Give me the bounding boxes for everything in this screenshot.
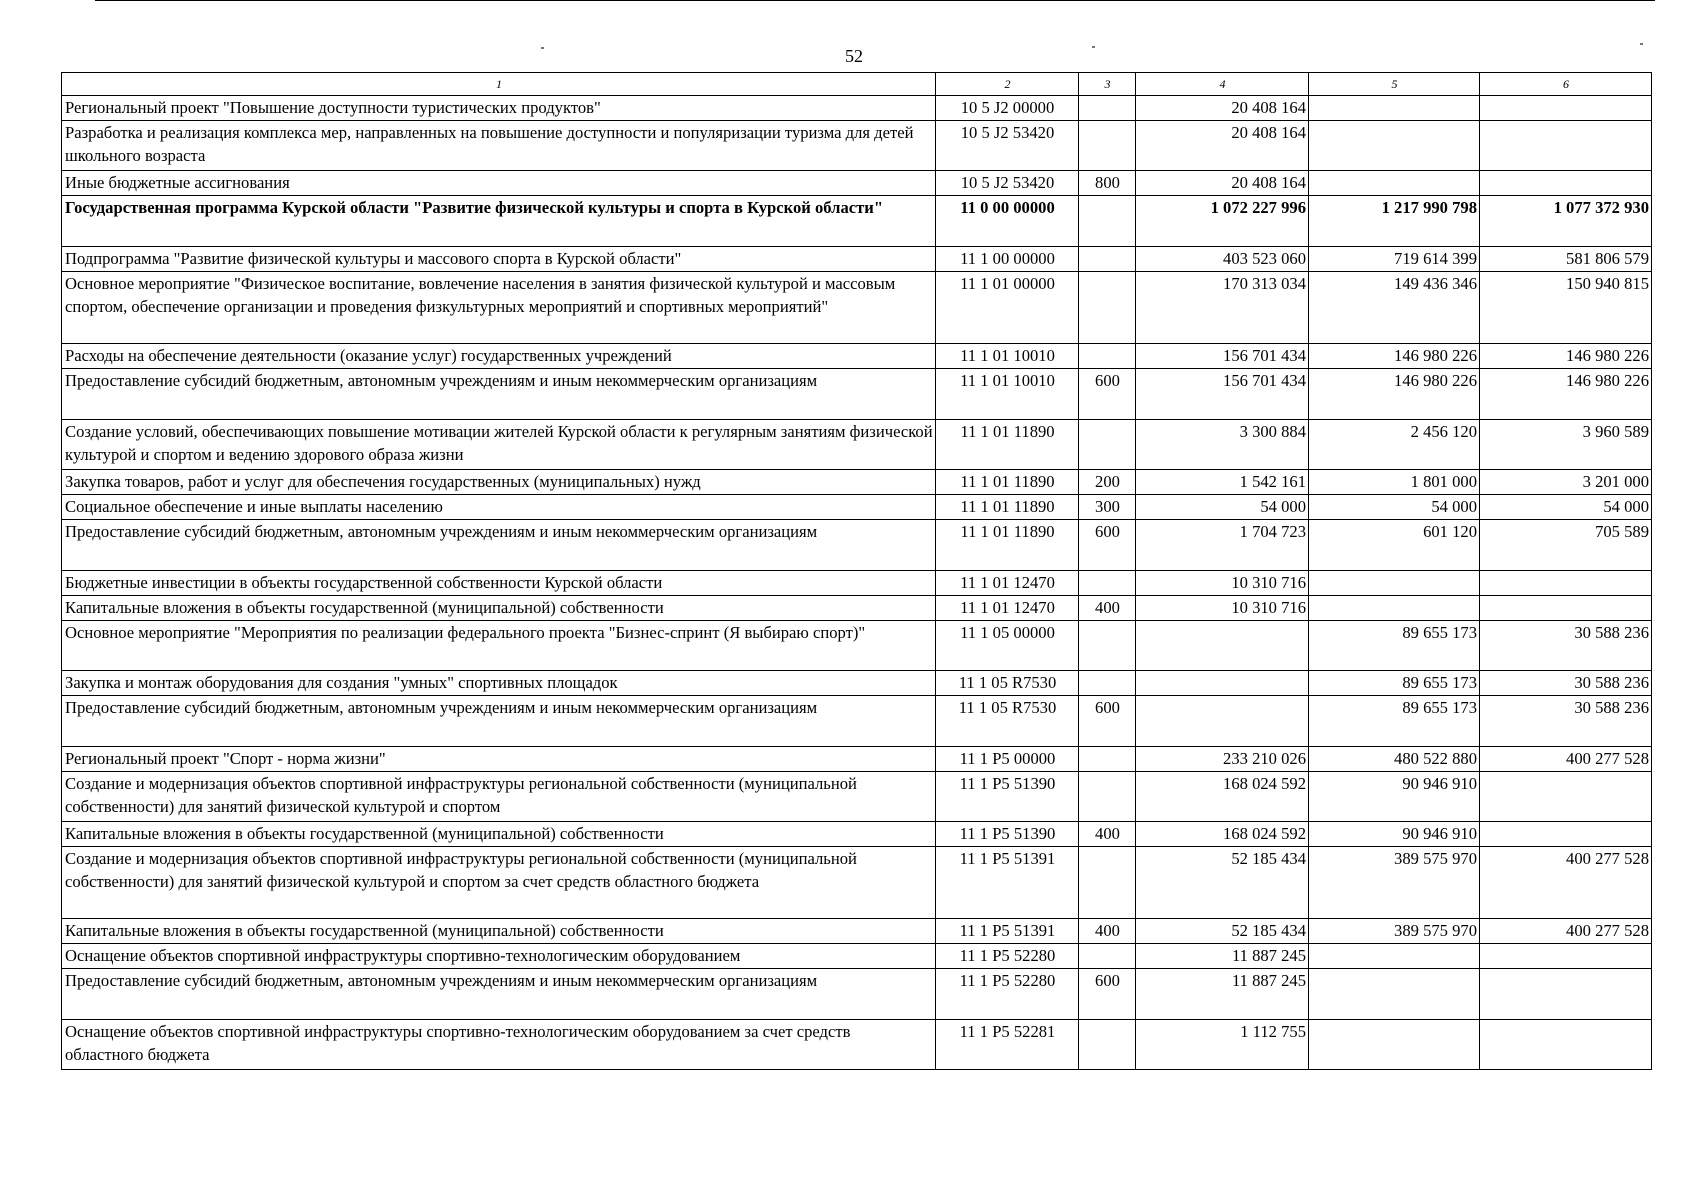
row-amount-col5 [1309,171,1480,196]
row-amount-col5 [1309,1020,1480,1070]
row-amount-col4 [1136,696,1309,747]
row-name: Закупка товаров, работ и услуг для обеспечения государственных (муниципальных) нужд [62,470,936,495]
table-row [62,495,1652,520]
row-amount-col4 [1136,671,1309,696]
row-amount-col4: 10 310 716 [1136,571,1309,596]
table-row [62,470,1652,495]
row-amount-col5: 2 456 120 [1309,420,1480,470]
table-row [62,196,1652,247]
row-code: 11 0 00 00000 [936,196,1079,247]
row-amount-col5: 54 000 [1309,495,1480,520]
row-name: Создание и модернизация объектов спортивной инфраструктуры региональной собственности (муниципальной собственности) для занятий физической культурой и спортом за счет средств областного бюджета [62,847,936,919]
row-amount-col5 [1309,121,1480,171]
row-name: Капитальные вложения в объекты государственной (муниципальной) собственности [62,596,936,621]
row-amount-col4: 10 310 716 [1136,596,1309,621]
row-code: 11 1 P5 51391 [936,919,1079,944]
row-name: Социальное обеспечение и иные выплаты населению [62,495,936,520]
table-row [62,822,1652,847]
column-number-row [62,73,1652,96]
row-amount-col5: 89 655 173 [1309,671,1480,696]
scan-speck [1640,43,1643,45]
row-amount-col4: 20 408 164 [1136,171,1309,196]
table-row [62,772,1652,822]
row-code: 11 1 P5 52280 [936,969,1079,1020]
row-amount-col4: 1 112 755 [1136,1020,1309,1070]
row-amount-col5: 389 575 970 [1309,847,1480,919]
row-code: 11 1 01 12470 [936,571,1079,596]
row-amount-col6 [1480,596,1652,621]
scan-speck [541,47,544,49]
row-name: Региональный проект "Спорт - норма жизни" [62,747,936,772]
row-expense-type [1079,847,1136,919]
row-amount-col5: 389 575 970 [1309,919,1480,944]
table-row [62,571,1652,596]
row-expense-type: 600 [1079,369,1136,420]
row-amount-col5: 1 217 990 798 [1309,196,1480,247]
row-amount-col5 [1309,944,1480,969]
row-expense-type: 600 [1079,520,1136,571]
row-code: 11 1 01 11890 [936,520,1079,571]
row-expense-type [1079,772,1136,822]
row-name: Основное мероприятие "Физическое воспитание, вовлечение населения в занятия физической культурой и массовым спортом, обеспечение организации и проведения физкультурных мероприятий и спортивных мероприятий" [62,272,936,344]
row-amount-col6: 705 589 [1480,520,1652,571]
row-name: Бюджетные инвестиции в объекты государственной собственности Курской области [62,571,936,596]
row-expense-type: 800 [1079,171,1136,196]
row-amount-col4: 3 300 884 [1136,420,1309,470]
row-name: Создание и модернизация объектов спортивной инфраструктуры региональной собственности (муниципальной собственности) для занятий физической культурой и спортом [62,772,936,822]
row-name: Разработка и реализация комплекса мер, направленных на повышение доступности и популяризации туризма для детей школьного возраста [62,121,936,171]
row-amount-col4: 170 313 034 [1136,272,1309,344]
table-row [62,96,1652,121]
row-amount-col4: 168 024 592 [1136,822,1309,847]
table-row [62,121,1652,171]
table-row [62,944,1652,969]
row-amount-col4: 168 024 592 [1136,772,1309,822]
column-header: 5 [1309,73,1480,96]
row-amount-col6 [1480,121,1652,171]
row-expense-type [1079,247,1136,272]
row-amount-col5 [1309,969,1480,1020]
table-row [62,520,1652,571]
row-amount-col5 [1309,596,1480,621]
row-code: 11 1 01 00000 [936,272,1079,344]
row-code: 11 1 P5 00000 [936,747,1079,772]
row-name: Оснащение объектов спортивной инфраструктуры спортивно-технологическим оборудованием за счет средств областного бюджета [62,1020,936,1070]
table-row [62,247,1652,272]
row-amount-col4: 20 408 164 [1136,121,1309,171]
row-amount-col6 [1480,969,1652,1020]
row-name: Предоставление субсидий бюджетным, автономным учреждениям и иным некоммерческим организациям [62,696,936,747]
row-amount-col4: 156 701 434 [1136,344,1309,369]
row-amount-col4: 156 701 434 [1136,369,1309,420]
row-expense-type: 300 [1079,495,1136,520]
table-row [62,596,1652,621]
row-code: 10 5 J2 53420 [936,171,1079,196]
table-row [62,696,1652,747]
row-amount-col4 [1136,621,1309,671]
row-name: Закупка и монтаж оборудования для создания "умных" спортивных площадок [62,671,936,696]
row-expense-type [1079,944,1136,969]
row-amount-col4: 11 887 245 [1136,969,1309,1020]
row-code: 11 1 00 00000 [936,247,1079,272]
row-code: 11 1 01 11890 [936,420,1079,470]
column-header: 6 [1480,73,1652,96]
column-header: 2 [936,73,1079,96]
row-amount-col6: 1 077 372 930 [1480,196,1652,247]
row-amount-col6: 581 806 579 [1480,247,1652,272]
row-code: 11 1 01 11890 [936,495,1079,520]
table-row [62,969,1652,1020]
row-name: Подпрограмма "Развитие физической культуры и массового спорта в Курской области" [62,247,936,272]
row-amount-col4: 52 185 434 [1136,847,1309,919]
row-expense-type [1079,272,1136,344]
row-amount-col6: 150 940 815 [1480,272,1652,344]
row-amount-col6 [1480,822,1652,847]
row-amount-col6: 54 000 [1480,495,1652,520]
row-name: Расходы на обеспечение деятельности (оказание услуг) государственных учреждений [62,344,936,369]
row-amount-col5: 146 980 226 [1309,344,1480,369]
row-expense-type: 200 [1079,470,1136,495]
table-row [62,747,1652,772]
row-amount-col6 [1480,772,1652,822]
page-number: 52 [845,46,863,66]
row-amount-col4: 403 523 060 [1136,247,1309,272]
row-amount-col5: 601 120 [1309,520,1480,571]
row-expense-type [1079,96,1136,121]
row-amount-col6: 400 277 528 [1480,919,1652,944]
row-expense-type: 400 [1079,596,1136,621]
row-expense-type [1079,571,1136,596]
row-code: 11 1 P5 51390 [936,822,1079,847]
row-name: Региональный проект "Повышение доступности туристических продуктов" [62,96,936,121]
table-row [62,272,1652,344]
row-code: 11 1 01 12470 [936,596,1079,621]
row-expense-type: 400 [1079,919,1136,944]
row-amount-col6 [1480,1020,1652,1070]
column-header: 4 [1136,73,1309,96]
row-expense-type: 400 [1079,822,1136,847]
row-amount-col6 [1480,96,1652,121]
row-expense-type: 600 [1079,696,1136,747]
row-amount-col5: 149 436 346 [1309,272,1480,344]
row-name: Предоставление субсидий бюджетным, автономным учреждениям и иным некоммерческим организациям [62,520,936,571]
row-amount-col5: 146 980 226 [1309,369,1480,420]
row-expense-type [1079,420,1136,470]
row-name: Предоставление субсидий бюджетным, автономным учреждениям и иным некоммерческим организациям [62,369,936,420]
row-code: 10 5 J2 53420 [936,121,1079,171]
row-name: Создание условий, обеспечивающих повышение мотивации жителей Курской области к регулярным занятиям физической культурой и спортом и ведению здорового образа жизни [62,420,936,470]
row-code: 11 1 P5 52281 [936,1020,1079,1070]
row-expense-type [1079,121,1136,171]
table-row [62,621,1652,671]
column-header: 3 [1079,73,1136,96]
row-code: 11 1 01 10010 [936,369,1079,420]
row-amount-col6: 400 277 528 [1480,747,1652,772]
row-code: 11 1 05 R7530 [936,671,1079,696]
row-amount-col6: 30 588 236 [1480,696,1652,747]
row-name: Капитальные вложения в объекты государственной (муниципальной) собственности [62,822,936,847]
row-amount-col5 [1309,571,1480,596]
row-amount-col5: 1 801 000 [1309,470,1480,495]
row-amount-col6: 3 201 000 [1480,470,1652,495]
table-row [62,1020,1652,1070]
row-code: 11 1 P5 51390 [936,772,1079,822]
row-amount-col4: 1 072 227 996 [1136,196,1309,247]
row-expense-type [1079,196,1136,247]
table-row [62,847,1652,919]
row-expense-type [1079,344,1136,369]
row-expense-type [1079,671,1136,696]
row-amount-col6: 30 588 236 [1480,671,1652,696]
row-amount-col6 [1480,571,1652,596]
top-rule [95,0,1655,1]
row-name: Оснащение объектов спортивной инфраструктуры спортивно-технологическим оборудованием [62,944,936,969]
row-amount-col5: 480 522 880 [1309,747,1480,772]
row-amount-col4: 1 542 161 [1136,470,1309,495]
row-amount-col4: 54 000 [1136,495,1309,520]
row-amount-col4: 233 210 026 [1136,747,1309,772]
row-amount-col6: 30 588 236 [1480,621,1652,671]
row-expense-type [1079,1020,1136,1070]
table-row [62,671,1652,696]
row-code: 11 1 P5 51391 [936,847,1079,919]
row-expense-type [1079,621,1136,671]
row-amount-col5: 89 655 173 [1309,696,1480,747]
row-name: Основное мероприятие "Мероприятия по реализации федерального проекта "Бизнес-спринт (Я выбираю спорт)" [62,621,936,671]
row-code: 11 1 P5 52280 [936,944,1079,969]
row-amount-col5: 719 614 399 [1309,247,1480,272]
row-code: 11 1 01 10010 [936,344,1079,369]
column-header: 1 [62,73,936,96]
row-amount-col5: 90 946 910 [1309,772,1480,822]
row-amount-col6 [1480,171,1652,196]
row-expense-type [1079,747,1136,772]
row-amount-col5: 90 946 910 [1309,822,1480,847]
row-code: 11 1 05 00000 [936,621,1079,671]
scan-speck [1092,46,1095,48]
table-row [62,171,1652,196]
row-amount-col5 [1309,96,1480,121]
table-row [62,919,1652,944]
row-amount-col4: 1 704 723 [1136,520,1309,571]
row-name: Предоставление субсидий бюджетным, автономным учреждениям и иным некоммерческим организациям [62,969,936,1020]
row-amount-col6: 400 277 528 [1480,847,1652,919]
row-name: Государственная программа Курской области "Развитие физической культуры и спорта в Курской области" [62,196,936,247]
table-row [62,369,1652,420]
budget-table [61,72,1652,1070]
row-expense-type: 600 [1079,969,1136,1020]
row-amount-col4: 52 185 434 [1136,919,1309,944]
row-name: Капитальные вложения в объекты государственной (муниципальной) собственности [62,919,936,944]
row-amount-col6 [1480,944,1652,969]
row-amount-col6: 146 980 226 [1480,344,1652,369]
row-amount-col6: 146 980 226 [1480,369,1652,420]
row-code: 10 5 J2 00000 [936,96,1079,121]
row-code: 11 1 05 R7530 [936,696,1079,747]
row-code: 11 1 01 11890 [936,470,1079,495]
row-amount-col4: 20 408 164 [1136,96,1309,121]
row-amount-col6: 3 960 589 [1480,420,1652,470]
row-name: Иные бюджетные ассигнования [62,171,936,196]
table-row [62,344,1652,369]
row-amount-col5: 89 655 173 [1309,621,1480,671]
row-amount-col4: 11 887 245 [1136,944,1309,969]
table-row [62,420,1652,470]
